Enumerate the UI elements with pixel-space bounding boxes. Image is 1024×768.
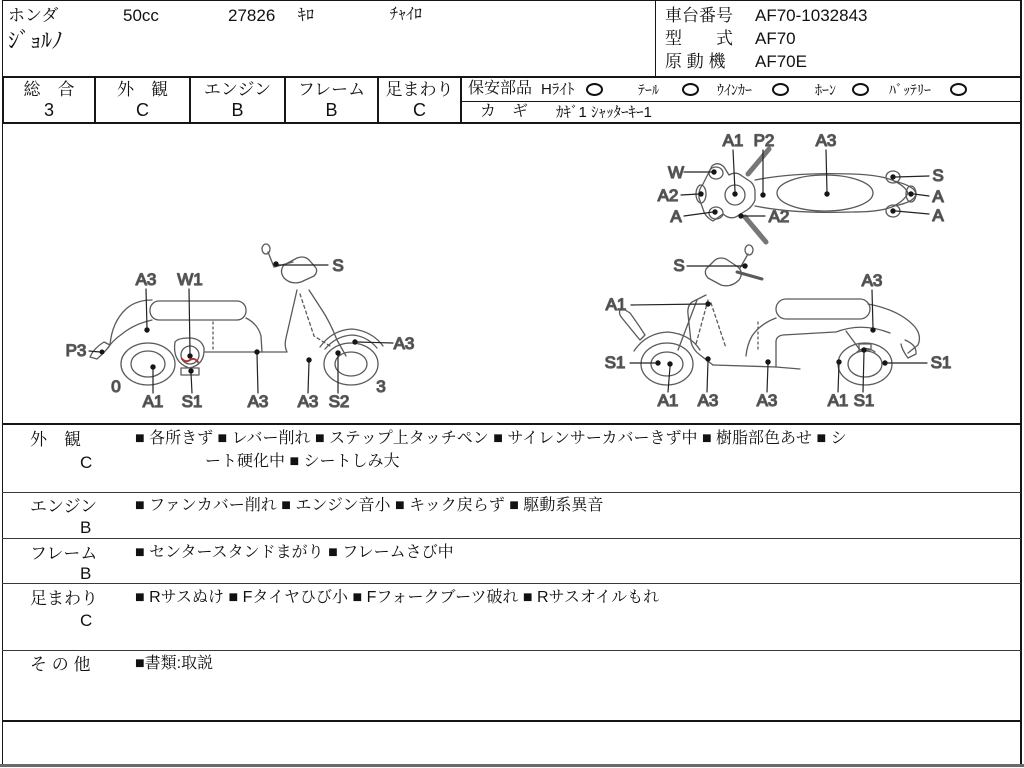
status-circle-battery bbox=[950, 83, 967, 96]
mileage-unit: ｷﾛ bbox=[298, 7, 315, 24]
diagram-label: A3 bbox=[815, 131, 837, 150]
tread-depth-front: 3 bbox=[376, 377, 386, 396]
section-other-notes: ■書類:取説 bbox=[135, 655, 214, 672]
safety-box-divider bbox=[462, 101, 1020, 102]
grade-engine-label: エンジン bbox=[203, 80, 272, 99]
safety-title: 保安部品 bbox=[468, 80, 533, 97]
diagram-label: A1 bbox=[605, 295, 627, 314]
section-engine-label: エンジン bbox=[30, 497, 98, 516]
diagram-label: W1 bbox=[177, 270, 203, 289]
diagram-label: S1 bbox=[930, 353, 952, 372]
right-view-leader-lines bbox=[630, 266, 927, 392]
safety-item-horn: ﾎｰﾝ bbox=[815, 82, 836, 98]
grade-undercarriage-label: 足まわり bbox=[385, 80, 454, 99]
status-circle-tail bbox=[682, 83, 699, 96]
header-divider bbox=[655, 0, 656, 76]
diagram-label: A3 bbox=[861, 271, 883, 290]
diagram-label: A bbox=[932, 206, 944, 225]
grade-total-label: 総 合 bbox=[23, 80, 75, 99]
diagram-label: A2 bbox=[657, 186, 679, 205]
grade-undercarriage-value: C bbox=[413, 100, 426, 120]
section-frame-label: フレーム bbox=[30, 544, 98, 563]
status-circle-horn bbox=[852, 83, 869, 96]
section-border bbox=[2, 492, 1021, 493]
grade-row-top-border bbox=[2, 76, 1021, 78]
section-engine-notes: ■ ファンカバー削れ ■ エンジン音小 ■ キック戻らず ■ 駆動系異音 bbox=[135, 497, 604, 514]
section-other-label: そ の 他 bbox=[30, 655, 91, 674]
section-border bbox=[2, 720, 1021, 722]
left-view-labels bbox=[66, 256, 415, 411]
grade-frame-label: フレーム bbox=[297, 80, 366, 99]
section-border bbox=[2, 583, 1021, 584]
scooter-top-view bbox=[696, 149, 916, 242]
key-value: ｶｷﾞ1 ｼｬｯﾀｰｷｰ1 bbox=[556, 104, 652, 121]
engine-code-label: 原 動 機 bbox=[665, 52, 726, 71]
section-undercarriage-grade: C bbox=[80, 611, 93, 630]
section-undercarriage-notes: ■ Rサスぬけ ■ Fタイヤひび小 ■ Fフォークブーツ破れ ■ Rサスオイルもれ bbox=[135, 589, 660, 606]
grade-exterior-value: C bbox=[136, 100, 149, 120]
chassis-value: AF70-1032843 bbox=[755, 6, 868, 25]
section-border bbox=[2, 538, 1021, 539]
safety-item-battery: ﾊﾞｯﾃﾘｰ bbox=[889, 82, 931, 98]
diagram-label: S1 bbox=[604, 353, 626, 372]
model-code-value: AF70 bbox=[755, 29, 796, 48]
diagram-label: S1 bbox=[853, 391, 875, 410]
diagram-label: A1 bbox=[722, 131, 744, 150]
section-border bbox=[2, 423, 1021, 425]
section-exterior-grade: C bbox=[80, 453, 93, 472]
chassis-label: 車台番号 bbox=[665, 6, 733, 25]
model-code-label: 型 式 bbox=[665, 29, 733, 48]
maker-name: ホンダ bbox=[8, 6, 59, 25]
grade-total-value: 3 bbox=[43, 100, 54, 120]
section-undercarriage-label: 足まわり bbox=[30, 589, 98, 608]
section-frame-grade: B bbox=[80, 564, 92, 583]
diagram-label: S1 bbox=[181, 392, 203, 411]
section-exterior-notes-line2: ート硬化中 ■ シートしみ大 bbox=[205, 453, 400, 470]
safety-item-headlight: Hﾗｲﾄ bbox=[541, 81, 575, 98]
diagram-label: A1 bbox=[142, 392, 164, 411]
engine-code-value: AF70E bbox=[755, 52, 807, 71]
diagram-label: A bbox=[670, 207, 682, 226]
diagram-label: A3 bbox=[756, 391, 778, 410]
diagram-label: S2 bbox=[328, 392, 350, 411]
safety-item-winker: ｳｲﾝｶｰ bbox=[717, 82, 752, 98]
diagram-label: W bbox=[667, 163, 685, 182]
right-view-labels bbox=[605, 256, 952, 410]
diagram-label: A3 bbox=[297, 392, 319, 411]
mileage-value: 27826 bbox=[228, 6, 276, 25]
diagram-label: A2 bbox=[768, 207, 790, 226]
section-frame-notes: ■ センタースタンドまがり ■ フレームさび中 bbox=[135, 544, 454, 561]
diagram-label: A3 bbox=[393, 334, 415, 353]
scooter-diagrams bbox=[0, 124, 1024, 423]
section-exterior-notes-line1: ■ 各所きず ■ レバー削れ ■ ステップ上タッチペン ■ サイレンサーカバーきず中 ■ 樹脂部色あせ ■ シ bbox=[135, 430, 847, 447]
safety-item-tail: ﾃｰﾙ bbox=[638, 82, 659, 98]
status-circle-winker bbox=[772, 83, 789, 96]
diagram-label: P3 bbox=[65, 341, 87, 360]
section-engine-grade: B bbox=[80, 518, 92, 537]
body-color: ﾁｬｲﾛ bbox=[390, 6, 423, 23]
diagram-label: A1 bbox=[827, 391, 849, 410]
key-label: カ ギ bbox=[480, 103, 529, 120]
diagram-label: S bbox=[932, 166, 944, 185]
status-circle-headlight bbox=[586, 83, 603, 96]
displacement: 50cc bbox=[123, 6, 159, 25]
diagram-label: S bbox=[332, 256, 344, 275]
border-top bbox=[2, 0, 1022, 1]
diagram-label: A bbox=[932, 187, 944, 206]
section-border bbox=[2, 650, 1021, 651]
diagram-label: A3 bbox=[135, 270, 157, 289]
section-exterior-label: 外 観 bbox=[30, 430, 81, 449]
model-name: ｼﾞｮﾙﾉ bbox=[8, 28, 64, 53]
border-bottom bbox=[0, 764, 1024, 767]
diagram-label: S bbox=[673, 256, 685, 275]
diagram-label: P2 bbox=[753, 131, 775, 150]
diagram-label: A3 bbox=[697, 391, 719, 410]
tread-depth-rear: 0 bbox=[111, 377, 121, 396]
grade-frame-value: B bbox=[325, 100, 338, 120]
diagram-label: A1 bbox=[657, 391, 679, 410]
diagram-label: A3 bbox=[247, 392, 269, 411]
right-view-dots bbox=[655, 263, 887, 366]
grade-engine-value: B bbox=[231, 100, 244, 120]
grade-exterior-label: 外 観 bbox=[117, 80, 168, 99]
grade-cell-border bbox=[460, 76, 462, 124]
